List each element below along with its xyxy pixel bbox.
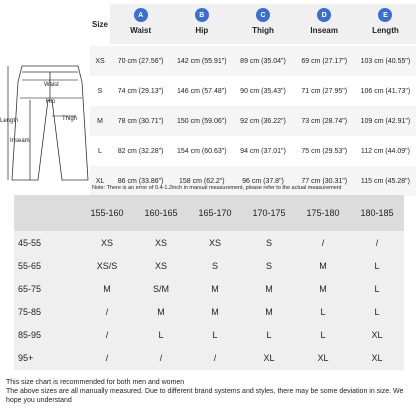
footer-text (6, 378, 410, 405)
size-cell: S (211, 260, 218, 271)
length-label: Length (0, 118, 19, 124)
size-header: Size (90, 4, 110, 44)
size-cell: / (105, 352, 109, 363)
size-cell: L (374, 260, 380, 271)
waist-cell: 78 cm (30.71") (117, 117, 164, 125)
inseam-cell: 73 cm (28.74") (301, 117, 348, 125)
length-cell: 103 cm (40.55") (360, 57, 411, 65)
size-cell: / (105, 329, 109, 340)
size-cell: XL (317, 352, 329, 363)
size-cell: XL (263, 352, 275, 363)
size-measurement-table (90, 4, 416, 196)
column-label: Inseam (310, 26, 338, 35)
badge-b: B (195, 8, 209, 22)
hip-cell: 154 cm (60.63") (177, 147, 227, 155)
table-body (90, 46, 416, 196)
size-cell: L (266, 329, 272, 340)
size-cell: S/M (152, 283, 169, 294)
size-cell: M (319, 283, 327, 294)
size-cell: S (97, 87, 103, 95)
weight-cell: 65-75 (18, 283, 42, 294)
length-cell: 115 cm (45.28") (360, 177, 410, 185)
badge-d: D (317, 8, 331, 22)
waist-cell: 74 cm (29.13") (117, 87, 164, 95)
size-cell: XL (95, 177, 105, 185)
table-row (90, 106, 416, 136)
table-row (90, 166, 416, 196)
inseam-label: Inseam (10, 138, 30, 144)
hip-label: Hip (46, 99, 56, 105)
footer-line-2: The above sizes are all manually measured. Due to different brand systems and styles, there may be some deviation in size. We hope you understand (6, 388, 404, 404)
weight-cell: 85-95 (18, 329, 42, 340)
size-cell: M (97, 117, 103, 125)
table-row (90, 136, 416, 166)
weight-cell: 95+ (18, 352, 34, 363)
size-cell: XS (154, 260, 167, 271)
size-cell: M (211, 283, 219, 294)
size-cell: L (98, 147, 102, 155)
height-header: 155-160 (90, 208, 124, 218)
size-cell: XS/S (96, 260, 118, 271)
thigh-cell: 96 cm (37.8") (242, 177, 284, 185)
size-cell: XL (371, 329, 383, 340)
hip-cell: 146 cm (57.48") (177, 87, 227, 95)
table-row (14, 231, 404, 254)
waist-label: Waist (44, 82, 59, 88)
inseam-cell: 69 cm (27.17") (301, 57, 348, 65)
weight-cell: 45-55 (18, 237, 42, 248)
table-row (90, 46, 416, 76)
waist-cell: 70 cm (27.56") (117, 57, 164, 65)
size-cell: L (212, 329, 218, 340)
length-cell: 109 cm (42.91") (360, 117, 411, 125)
column-header-waist (110, 4, 171, 44)
table-header (90, 4, 416, 44)
column-header-thigh (232, 4, 293, 44)
waist-cell: 86 cm (33.86") (117, 177, 164, 185)
size-cell: M (157, 306, 165, 317)
size-cell: / (213, 352, 217, 363)
inseam-cell: 71 cm (27.95") (301, 87, 348, 95)
size-cell: / (321, 237, 325, 248)
height-header-row (14, 195, 404, 231)
table-row (14, 346, 404, 369)
size-cell: L (320, 329, 326, 340)
size-cell: XS (154, 237, 167, 248)
size-cell: L (374, 306, 380, 317)
size-cell: L (320, 306, 326, 317)
column-label: Thigh (252, 26, 274, 35)
size-cell: / (375, 237, 379, 248)
measurement-note: Note: There is an error of 0.4-1.2inch in manual measurement, please refer to the actual measurement (92, 185, 342, 191)
footer-line-1: This size chart is recommended for both men and women (6, 379, 185, 386)
pants-sketch (0, 60, 95, 190)
size-cell: S (265, 260, 272, 271)
column-label: Length (372, 26, 399, 35)
table-row (14, 300, 404, 323)
column-header-length (355, 4, 416, 44)
height-header: 170-175 (252, 208, 286, 218)
height-header: 175-180 (306, 208, 340, 218)
size-cell: / (159, 352, 163, 363)
thigh-cell: 89 cm (35.04") (240, 57, 286, 65)
column-label: Waist (130, 26, 152, 35)
size-cell: L (158, 329, 164, 340)
size-cell: M (103, 283, 111, 294)
hip-cell: 158 cm (62.2") (178, 177, 225, 185)
height-header: 160-165 (144, 208, 178, 218)
weight-cell: 75-85 (18, 306, 42, 317)
thigh-cell: 94 cm (37.01") (240, 147, 286, 155)
column-header-inseam (294, 4, 355, 44)
size-cell: L (374, 283, 380, 294)
column-label: Hip (195, 26, 209, 35)
height-header: 165-170 (198, 208, 232, 218)
thigh-cell: 92 cm (36.22") (240, 117, 286, 125)
size-cell: XL (371, 352, 383, 363)
badge-e: E (378, 8, 392, 22)
size-cell: XS (100, 237, 113, 248)
waist-cell: 82 cm (32.28") (117, 147, 164, 155)
length-cell: 106 cm (41.73") (360, 87, 411, 95)
size-cell: M (319, 260, 327, 271)
table-row (14, 323, 404, 346)
weight-cell: 55-65 (18, 260, 42, 271)
recommendation-table (14, 195, 404, 370)
thigh-cell: 90 cm (35.43") (240, 87, 286, 95)
length-cell: 112 cm (44.09") (360, 147, 410, 155)
size-cell: XS (95, 57, 105, 65)
size-cell: M (211, 306, 219, 317)
table-row (90, 76, 416, 106)
column-header-hip (171, 4, 232, 44)
height-header: 180-185 (360, 208, 394, 218)
table-row (14, 254, 404, 277)
hip-cell: 150 cm (59.06") (177, 117, 227, 125)
size-cell: M (265, 283, 273, 294)
inseam-cell: 75 cm (29.53") (301, 147, 348, 155)
inseam-cell: 77 cm (30.31") (301, 177, 348, 185)
hip-cell: 142 cm (55.91") (177, 57, 227, 65)
badge-c: C (256, 8, 270, 22)
size-cell: S (265, 237, 272, 248)
thigh-label: Thigh (62, 116, 78, 122)
size-cell: M (265, 306, 273, 317)
size-cell: XS (208, 237, 221, 248)
table-row (14, 277, 404, 300)
size-cell: / (105, 306, 109, 317)
badge-a: A (134, 8, 148, 22)
